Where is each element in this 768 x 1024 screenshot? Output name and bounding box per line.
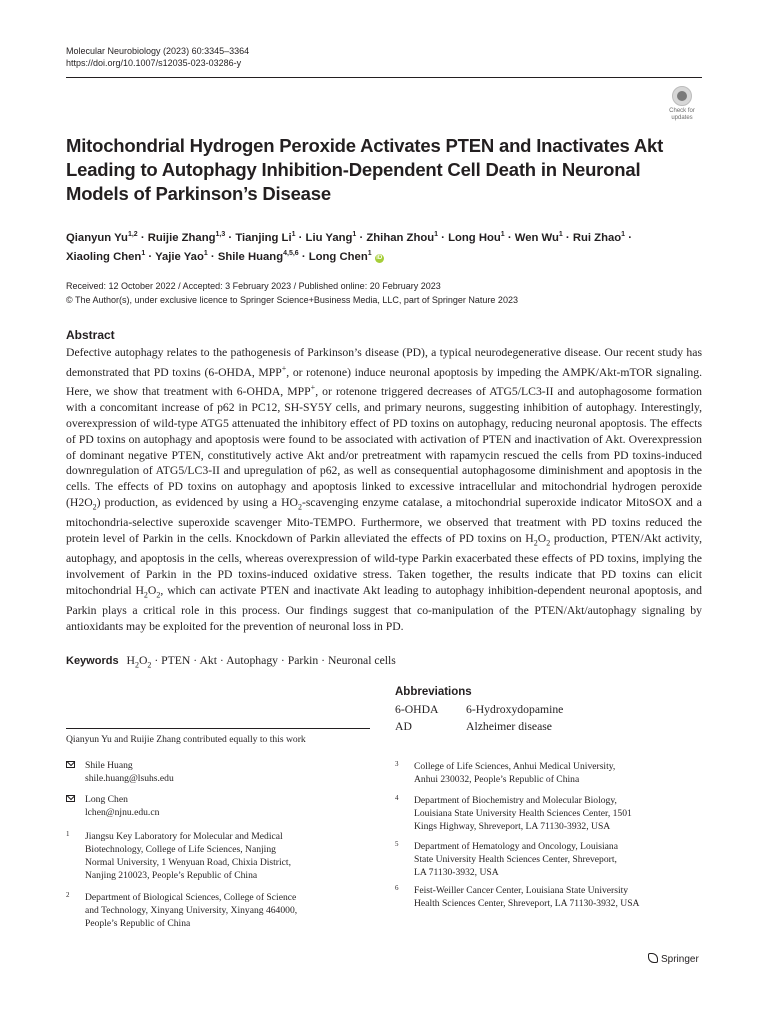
header-rule [66, 77, 702, 78]
contact-name: Shile Huang [85, 760, 133, 771]
abbreviations-heading: Abbreviations [395, 686, 472, 698]
abstract-body: Defective autophagy relates to the pathogenesis of Parkinson’s disease (PD), a typical neurodegenerative disease. Our recent study has demonstrated that PD toxins (6-OHDA, MPP+, or rotenone) induce neuronal apoptosis by impeding the AMPK/Akt-mTOR signaling. Here, we show that treatment with 6-OHDA, MPP+, or rotenone triggered decreases of ATG5/LC3-II and autophagosome formation with a concomitant increase of p62 in PC12, SH-SY5Y cells, and primary neurons, suggesting inhibition of autophagy. Interestingly, overexpression of wild-type ATG5 attenuated the inhibitory effect of PD toxins on autophagy, reducing neuronal apoptosis. The effects of PD toxins on autophagy and apoptosis were found to be associated with activation of PTEN and inactivation of Akt. Overexpression of dominant negative PTEN, constitutively active Akt and/or pretreatment with rapamycin rescued the cells from PD toxins-induced downregulation of ATG5/LC3-II and upregulation of p62, as well as consequential autophagosome diminishment and apoptosis in the cells. The effects of PD toxins on autophagy and apoptosis linked to excessive intracellular and mitochondrial hydrogen peroxide $(H2O_2)$ production, as evidenced by using a $HO_2$-scavenging enzyme catalase, a mitochondrial superoxide indicator MitoSOX and a mitochondria-selective superoxide scavenger Mito-TEMPO. Furthermore, we observed that treatment with PD toxins reduced the protein level of Parkin in the cells. Knockdown of Parkin alleviated the effects of PD toxins on $H_2O_2$ production, PTEN/Akt activity, autophagy, and apoptosis in the cells, whereas overexpression of wild-type Parkin exacerbated these effects of PD toxins, implying the involvement of Parkin in the PD toxins-induced oxidative stress. Taken together, the results indicate that PD toxins can elicit mitochondrial $H_2O_2$, which can activate PTEN and inactivate Akt leading to autophagy inhibition-dependent neuronal apoptosis, and Parkin plays a critical role in this process. Our findings suggest that co-manipulation of the PTEN/Akt/autophagy signaling by antioxidants may be exploited for the prevention of neuronal loss in PD. [66, 346, 702, 633]
keywords-list: · PTEN · Akt · Autophagy · Parkin · Neuronal cells [151, 654, 396, 667]
contribution-note: Qianyun Yu and Ruijie Zhang contributed equally to this work [66, 734, 306, 745]
article-title: Mitochondrial Hydrogen Peroxide Activates PTEN and Inactivates Akt Leading to Autophagy Inhibition-Dependent Cell Death in Neuronal Models of Parkinson’s Disease [66, 135, 664, 204]
author[interactable]: Wen Wu$^1$ [514, 231, 563, 244]
abbreviation-row: 6-OHDA 6-Hydroxydopamine [395, 703, 564, 716]
abstract-heading: Abstract [66, 328, 115, 342]
author[interactable]: Long Hou$^1$ [448, 231, 505, 244]
journal-header [66, 45, 249, 69]
contact-name: Long Chen [85, 794, 128, 805]
check-for-updates-label: Check for updates [669, 108, 695, 121]
dates-line: Received: 12 October 2022 / Accepted: 3 February 2023 / Published online: 20 February 2023 [66, 281, 441, 291]
springer-logo-icon [648, 953, 658, 963]
author[interactable]: Rui Zhao$^1$ [572, 231, 626, 244]
author[interactable]: Yajie Yao$^1$ [155, 249, 208, 263]
contact-email[interactable]: lchen@njnu.edu.cn [85, 807, 160, 818]
check-for-updates-badge[interactable] [661, 84, 703, 128]
author[interactable]: Zhihan Zhou$^1$ [366, 231, 439, 244]
author-line-2: Xiaoling Chen$^1$ · Yajie Yao$^1$ · Shile Huang$^{4,5,6}$ · Long Chen$^1$ iD [66, 249, 383, 263]
abbreviation-row: AD Alzheimer disease [395, 720, 552, 733]
orcid-icon[interactable]: iD [376, 254, 383, 261]
doi-link[interactable]: https://doi.org/10.1007/s12035-023-03286-y [66, 58, 242, 68]
author[interactable]: Shile Huang$^{4,5,6}$ [217, 249, 299, 263]
publisher-footer [648, 953, 699, 965]
author[interactable]: Qianyun Yu$^{1,2}$ [66, 231, 138, 244]
journal-citation: Molecular Neurobiology (2023) 60:3345–3364 [66, 46, 250, 56]
contact-email[interactable]: shile.huang@lsuhs.edu [85, 773, 174, 784]
publication-dates [66, 279, 518, 307]
keywords-label: Keywords [66, 655, 119, 667]
footnote-rule [66, 728, 370, 729]
author[interactable]: Tianjing Li$^1$ [235, 231, 296, 244]
author[interactable]: Xiaoling Chen$^1$ [66, 249, 146, 263]
author-list [66, 227, 702, 265]
envelope-icon[interactable] [66, 795, 75, 802]
keywords: Keywords $H_2O_2$ · PTEN · Akt · Autophagy · Parkin · Neuronal cells [66, 654, 396, 670]
author-line-1: Qianyun Yu$^{1,2}$ · Ruijie Zhang$^{1,3}$ · Tianjing $Li^1$ · Liu Yang$^1$ · Zhihan Zhou$^1$ · Long Hou$^1$ · Wen $Wu^1$ · Rui Zhao$^1$ · [66, 231, 632, 244]
check-for-updates-icon [672, 86, 692, 106]
copyright-line: © The Author(s), under exclusive licence to Springer Science+Business Media, LLC, part of Springer Nature 2023 [66, 295, 518, 305]
envelope-icon[interactable] [66, 761, 75, 768]
author[interactable]: Liu Yang$^1$ [305, 231, 357, 244]
author[interactable]: Ruijie Zhang$^{1,3}$ [147, 231, 226, 244]
author[interactable]: Long Chen$^1$ [308, 249, 372, 263]
publisher-name: Springer [661, 954, 699, 965]
